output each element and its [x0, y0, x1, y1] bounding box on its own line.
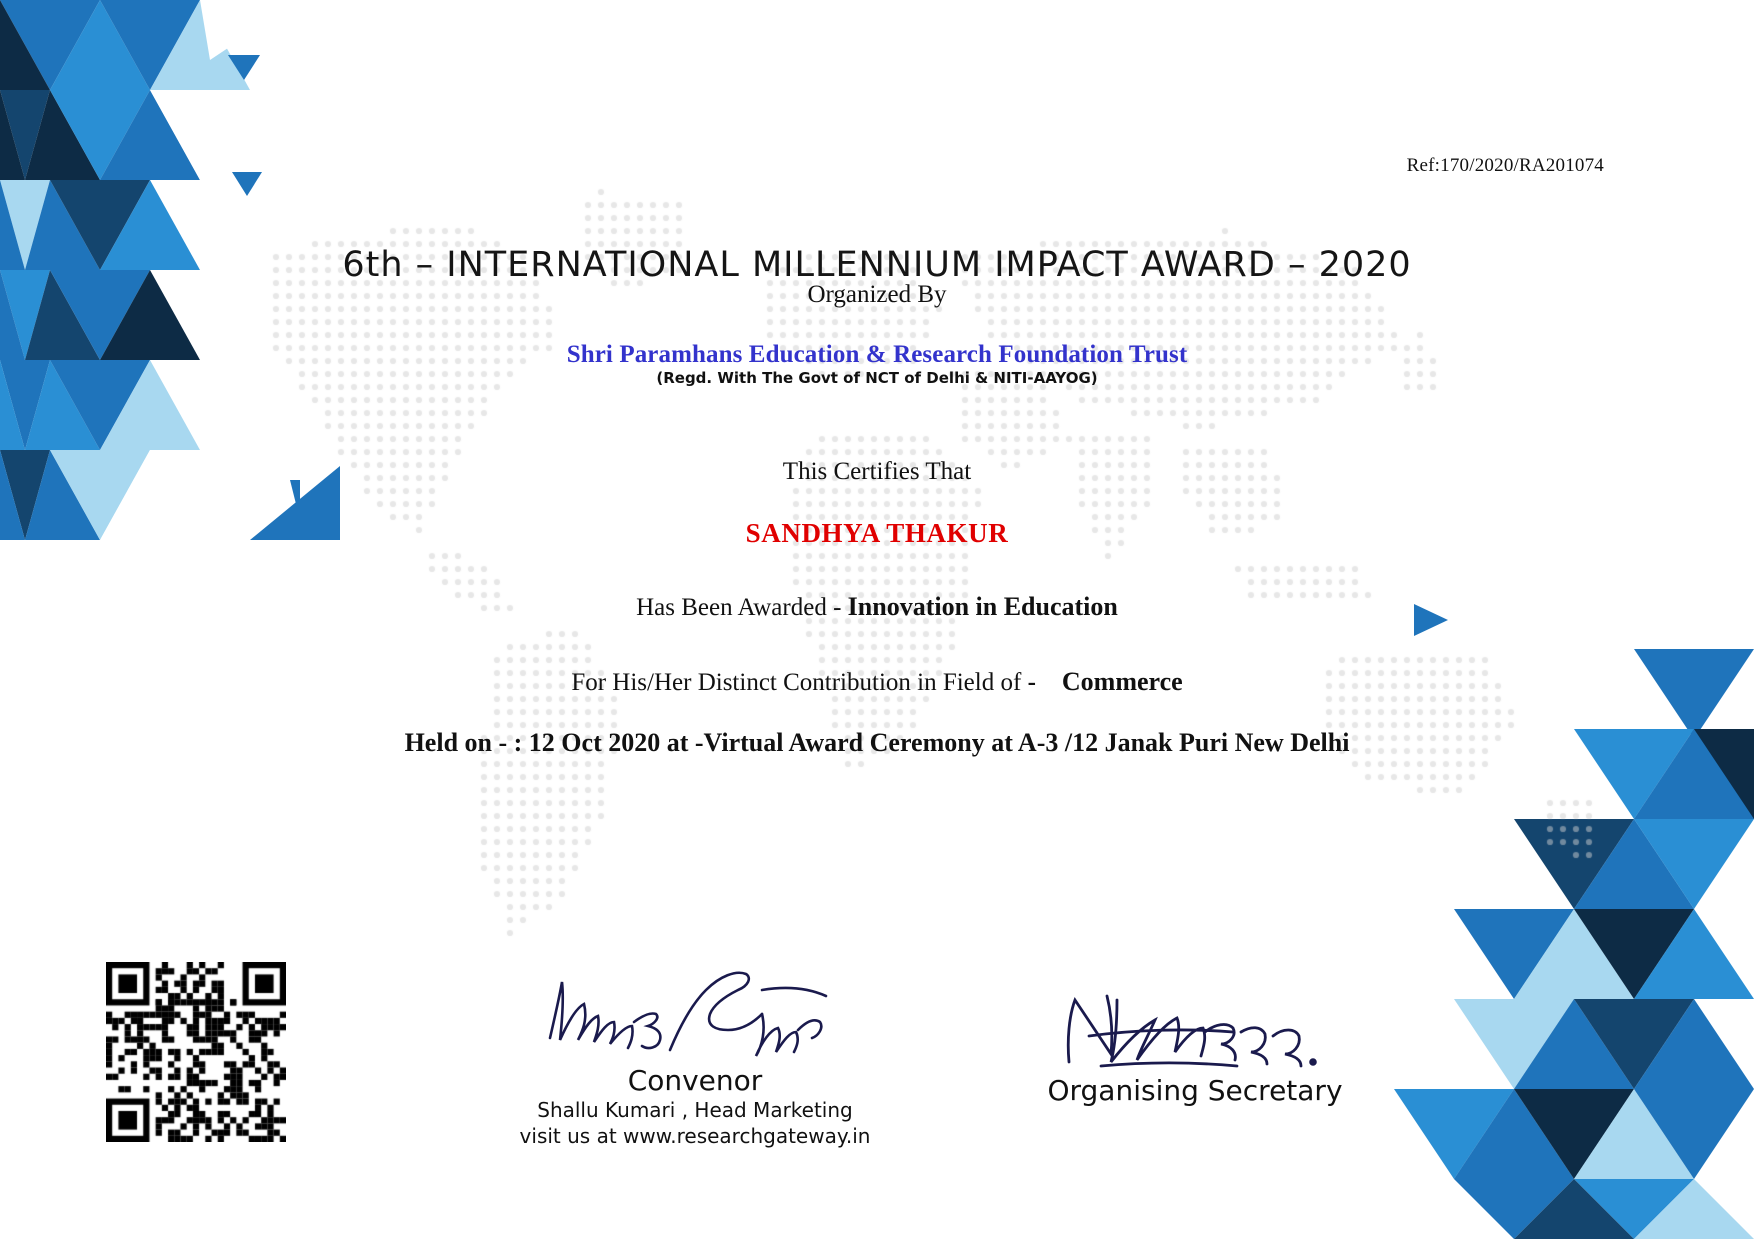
reference-number: Ref:170/2020/RA201074: [1406, 155, 1604, 176]
signature-role-secretary: Organising Secretary: [1047, 1074, 1343, 1107]
qr-code[interactable]: [106, 962, 286, 1142]
signature-website-convenor: visit us at www.researchgateway.in: [519, 1124, 871, 1148]
signature-mark-convenor: [480, 960, 910, 1070]
organization-registration: (Regd. With The Govt of NCT of Delhi & NITI-AAYOG): [656, 369, 1098, 387]
organized-by-label: Organized By: [807, 281, 947, 308]
held-on-line: Held on - : 12 Oct 2020 at -Virtual Award Ceremony at A-3 /12 Janak Puri New Delhi: [404, 728, 1350, 757]
award-category: Innovation in Education: [847, 592, 1118, 621]
signature-block-convenor: [480, 960, 910, 1149]
organization-name: Shri Paramhans Education & Research Foundation Trust: [566, 341, 1188, 368]
award-line: [0, 592, 1754, 622]
field-value: Commerce: [1061, 667, 1183, 696]
field-line: [0, 667, 1754, 697]
field-prefix: For His/Her Distinct Contribution in Field of: [571, 669, 1028, 696]
page-title: 6th – INTERNATIONAL MILLENNIUM IMPACT AWARD – 2020: [342, 245, 1412, 286]
signature-block-secretary: [970, 970, 1420, 1107]
signature-name-convenor: Shallu Kumari , Head Marketing: [537, 1098, 853, 1122]
field-dash: -: [1027, 669, 1036, 696]
award-prefix: Has Been Awarded -: [636, 594, 848, 621]
signature-role-convenor: Convenor: [627, 1064, 763, 1097]
recipient-name: SANDHYA THAKUR: [745, 518, 1009, 548]
certifies-label: This Certifies That: [782, 458, 972, 485]
signature-mark-secretary: [970, 970, 1420, 1080]
qr-code-image: [106, 962, 286, 1142]
